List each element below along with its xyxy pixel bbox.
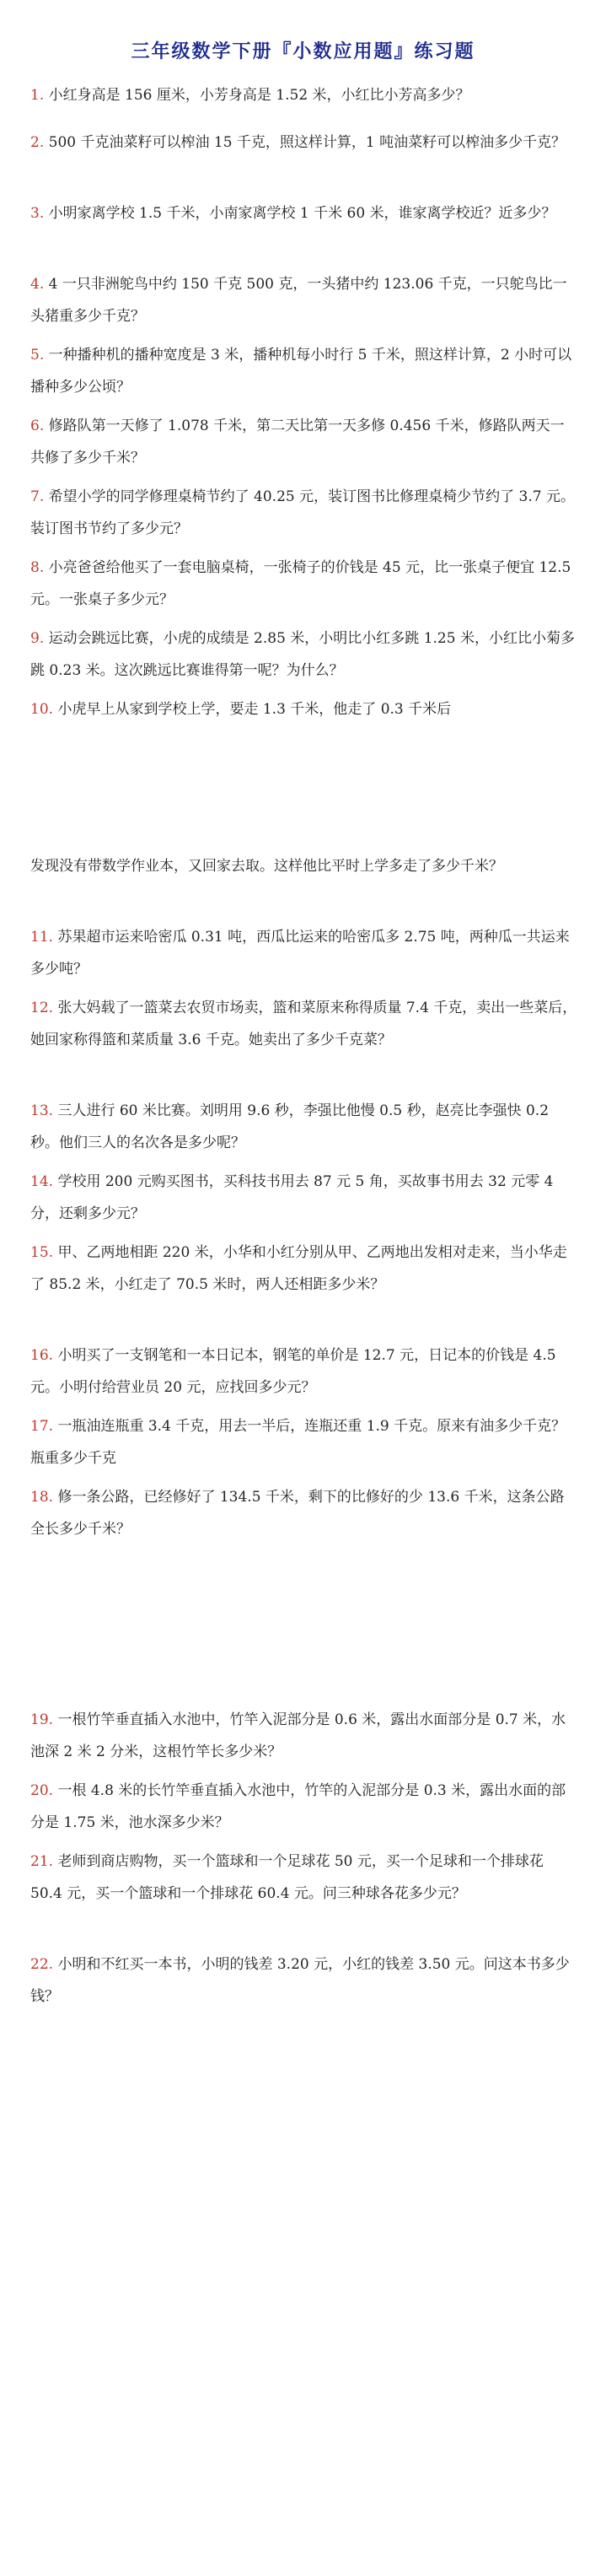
- question-number: 10.: [30, 701, 54, 718]
- question-text: 张大妈载了一篮菜去农贸市场卖，篮和菜原来称得质量 7.4 千克，卖出一些菜后，她回家称得篮和菜质量 3.6 千克。她卖出了多少千克菜？: [30, 1000, 577, 1048]
- question-9: [30, 622, 578, 687]
- question-16: [30, 1339, 578, 1404]
- question-10-continued: [30, 850, 578, 882]
- question-1: [30, 79, 578, 111]
- question-21: [30, 1846, 578, 1910]
- question-3: [30, 197, 578, 229]
- question-2: [30, 127, 578, 159]
- question-text: 修一条公路，已经修好了 134.5 千米，剩下的比修好的少 13.6 千米，这条公路全长多少千米？: [30, 1489, 565, 1538]
- question-text: 一根 4.8 米的长竹竿垂直插入水池中，竹竿的入泥部分是 0.3 米，露出水面的部分是 1.75 米，池水深多少米？: [30, 1782, 566, 1831]
- question-text: 苏果超市运来哈密瓜 0.31 吨，西瓜比运来的哈密瓜多 2.75 吨，两种瓜一共运来多少吨？: [30, 929, 570, 978]
- question-number: 3.: [30, 205, 45, 222]
- question-number: 18.: [30, 1489, 54, 1506]
- question-number: 8.: [30, 559, 45, 576]
- question-number: 16.: [30, 1347, 54, 1364]
- question-18: [30, 1481, 578, 1545]
- question-text: 小明和不红买一本书，小明的钱差 3.20 元，小红的钱差 3.50 元。问这本书多少钱？: [30, 1956, 570, 2005]
- question-5: [30, 339, 578, 403]
- question-20: [30, 1775, 578, 1839]
- question-text: 一种播种机的播种宽度是 3 米，播种机每小时行 5 千米，照这样计算，2 小时可以播种多少公顷？: [30, 347, 572, 396]
- question-number: 19.: [30, 1711, 54, 1728]
- question-10: [30, 693, 578, 725]
- question-number: 20.: [30, 1782, 54, 1799]
- question-text: 甲、乙两地相距 220 米，小华和小红分别从甲、乙两地出发相对走来，当小华走了 85.2 米，小红走了 70.5 米时，两人还相距多少米？: [30, 1244, 567, 1293]
- question-text: 小明买了一支钢笔和一本日记本，钢笔的单价是 12.7 元，日记本的价钱是 4.5 元。小明付给营业员 20 元，应找回多少元？: [30, 1347, 556, 1396]
- question-number: 14.: [30, 1173, 54, 1190]
- question-6: [30, 410, 578, 474]
- question-12: [30, 992, 578, 1056]
- question-13: [30, 1095, 578, 1159]
- question-number: 21.: [30, 1853, 54, 1870]
- question-number: 6.: [30, 418, 45, 434]
- question-22: [30, 1948, 578, 2013]
- question-text: 一瓶油连瓶重 3.4 千克，用去一半后，连瓶还重 1.9 千克。原来有油多少千克？瓶重多少千克: [30, 1418, 566, 1467]
- question-19: [30, 1704, 578, 1768]
- question-text: 4 一只非洲鸵鸟中约 150 千克 500 克，一头猪中约 123.06 千克，一只鸵鸟比一头猪重多少千克？: [30, 276, 567, 325]
- question-14: [30, 1166, 578, 1230]
- question-8: [30, 552, 578, 616]
- question-number: 17.: [30, 1418, 54, 1435]
- question-text: 小红身高是 156 厘米，小芳身高是 1.52 米，小红比小芳高多少？: [48, 87, 470, 104]
- question-number: 12.: [30, 1000, 54, 1016]
- question-number: 11.: [30, 929, 54, 946]
- question-text: 500 千克油菜籽可以榨油 15 千克，照这样计算，1 吨油菜籽可以榨油多少千克？: [48, 134, 566, 151]
- question-4: [30, 268, 578, 332]
- question-text: 学校用 200 元购买图书，买科技书用去 87 元 5 角，买故事书用去 32 元零 4 分，还剩多少元？: [30, 1173, 554, 1222]
- question-text: 小虎早上从家到学校上学，要走 1.3 千米，他走了 0.3 千米后: [57, 701, 452, 718]
- question-number: 7.: [30, 488, 45, 505]
- question-text: 一根竹竿垂直插入水池中，竹竿入泥部分是 0.6 米，露出水面部分是 0.7 米，水池深 2 米 2 分米，这根竹竿长多少米？: [30, 1711, 566, 1760]
- question-number: 4.: [30, 276, 45, 293]
- question-text: 三人进行 60 米比赛。刘明用 9.6 秒，李强比他慢 0.5 秒，赵亮比李强快 0.2 秒。他们三人的名次各是多少呢？: [30, 1102, 550, 1151]
- question-7: [30, 481, 578, 545]
- question-15: [30, 1237, 578, 1301]
- question-11: [30, 921, 578, 985]
- question-text: 修路队第一天修了 1.078 千米，第二天比第一天多修 0.456 千米，修路队两天一共修了多少千米？: [30, 418, 565, 466]
- question-text: 老师到商店购物，买一个篮球和一个足球花 50 元，买一个足球和一个排球花 50.4 元，买一个篮球和一个排球花 60.4 元。问三种球各花多少元？: [30, 1853, 544, 1902]
- question-number: 5.: [30, 347, 45, 364]
- question-number: 15.: [30, 1244, 54, 1261]
- question-number: 1.: [30, 87, 45, 104]
- question-text: 发现没有带数学作业本，又回家去取。这样他比平时上学多走了多少千米？: [30, 858, 503, 875]
- page-title: 三年级数学下册『小数应用题』练习题: [131, 40, 475, 62]
- question-text: 小明家离学校 1.5 千米，小南家离学校 1 千米 60 米，谁家离学校近？近多少？: [48, 205, 556, 222]
- question-number: 13.: [30, 1102, 54, 1119]
- question-number: 2.: [30, 134, 45, 151]
- question-number: 9.: [30, 630, 45, 647]
- question-17: [30, 1410, 578, 1474]
- question-text: 运动会跳远比赛，小虎的成绩是 2.85 米，小明比小红多跳 1.25 米，小红比小菊多跳 0.23 米。这次跳远比赛谁得第一呢？为什么？: [30, 630, 575, 679]
- question-text: 小亮爸爸给他买了一套电脑桌椅，一张椅子的价钱是 45 元，比一张桌子便宜 12.5 元。一张桌子多少元？: [30, 559, 571, 608]
- question-text: 希望小学的同学修理桌椅节约了 40.25 元，装订图书比修理桌椅少节约了 3.7 元。装订图书节约了多少元？: [30, 488, 575, 537]
- question-number: 22.: [30, 1956, 54, 1973]
